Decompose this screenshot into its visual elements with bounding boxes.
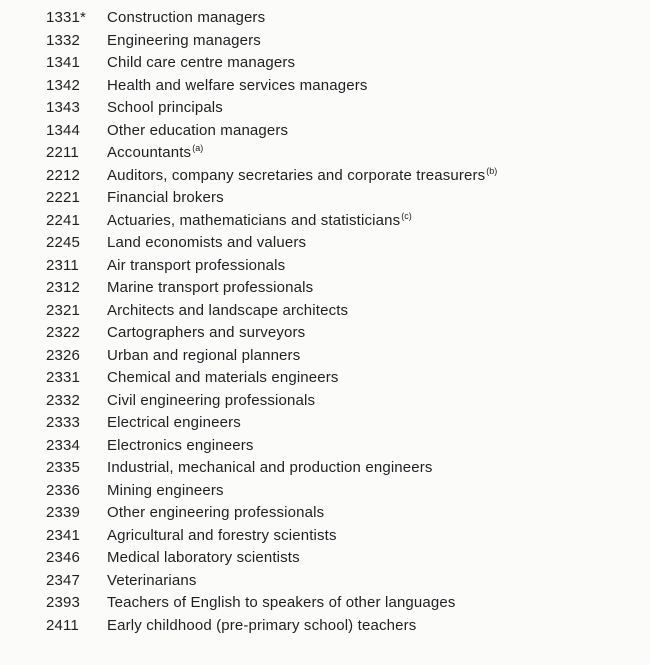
occupation-code: 2336 bbox=[46, 481, 80, 499]
occupation-row bbox=[0, 480, 650, 503]
occupation-row bbox=[0, 367, 650, 390]
occupation-code-list bbox=[0, 7, 650, 637]
occupation-title-text: Veterinarians bbox=[107, 571, 197, 589]
occupation-code: 2331 bbox=[46, 369, 80, 386]
occupation-title-text: Health and welfare services managers bbox=[107, 76, 368, 94]
occupation-title-text: Financial brokers bbox=[107, 189, 224, 206]
occupation-code: 1332 bbox=[46, 31, 80, 49]
footnote-marker: (c) bbox=[401, 210, 412, 221]
occupation-title bbox=[107, 435, 254, 458]
occupation-row bbox=[0, 615, 650, 638]
occupation-row bbox=[0, 97, 650, 120]
occupation-row bbox=[0, 165, 650, 188]
occupation-title bbox=[107, 345, 300, 368]
occupation-code: 1341 bbox=[46, 54, 80, 71]
occupation-row bbox=[0, 210, 650, 233]
occupation-title bbox=[107, 592, 456, 615]
occupation-title bbox=[107, 502, 324, 525]
occupation-row bbox=[0, 435, 650, 458]
occupation-row bbox=[0, 322, 650, 345]
occupation-title bbox=[107, 390, 315, 413]
occupation-title bbox=[107, 322, 305, 345]
occupation-code: 1343 bbox=[46, 99, 80, 116]
occupation-code: 2332 bbox=[46, 391, 80, 409]
occupation-title bbox=[107, 300, 348, 323]
occupation-code: 2321 bbox=[46, 301, 80, 319]
occupation-title-text: Air transport professionals bbox=[107, 256, 286, 274]
occupation-title-text: School principals bbox=[107, 99, 223, 116]
occupation-code: 2347 bbox=[46, 571, 80, 589]
occupation-code: 2335 bbox=[46, 459, 80, 476]
occupation-title bbox=[107, 30, 261, 53]
occupation-title-text: Cartographers and surveyors bbox=[107, 324, 306, 341]
occupation-title bbox=[107, 367, 339, 390]
occupation-row bbox=[0, 120, 650, 143]
occupation-row bbox=[0, 232, 650, 255]
occupation-code: 2245 bbox=[46, 234, 80, 251]
occupation-row bbox=[0, 525, 650, 548]
occupation-title bbox=[107, 277, 313, 300]
occupation-title-text: Urban and regional planners bbox=[107, 346, 301, 364]
occupation-code: 2326 bbox=[46, 346, 80, 364]
occupation-code: 2211 bbox=[46, 144, 79, 161]
occupation-row bbox=[0, 412, 650, 435]
occupation-code: 2339 bbox=[46, 504, 80, 521]
occupation-title bbox=[107, 120, 288, 143]
occupation-title-text: Early childhood (pre-primary school) teachers bbox=[107, 616, 417, 634]
occupation-title bbox=[107, 525, 337, 548]
occupation-row bbox=[0, 457, 650, 480]
occupation-row bbox=[0, 7, 650, 30]
occupation-row bbox=[0, 570, 650, 593]
occupation-row bbox=[0, 345, 650, 368]
occupation-title bbox=[107, 142, 203, 165]
occupation-code: 2241 bbox=[46, 211, 80, 229]
occupation-title-text: Child care centre managers bbox=[107, 54, 296, 71]
occupation-title bbox=[107, 480, 224, 503]
occupation-title-text: Architects and landscape architects bbox=[107, 301, 349, 319]
occupation-title bbox=[107, 7, 265, 30]
occupation-title-text: Auditors, company secretaries and corporate treasurers bbox=[107, 166, 486, 184]
occupation-code: 2346 bbox=[46, 549, 80, 566]
occupation-title-text: Construction managers bbox=[107, 9, 266, 26]
occupation-code: 2341 bbox=[46, 526, 80, 544]
footnote-marker: (a) bbox=[192, 143, 204, 153]
occupation-row bbox=[0, 30, 650, 53]
occupation-title bbox=[107, 187, 224, 210]
occupation-row bbox=[0, 547, 650, 570]
occupation-code: 2411 bbox=[46, 616, 79, 634]
occupation-title bbox=[107, 52, 295, 75]
occupation-row bbox=[0, 592, 650, 615]
occupation-row bbox=[0, 187, 650, 210]
occupation-title bbox=[107, 75, 368, 98]
occupation-title-text: Land economists and valuers bbox=[107, 234, 307, 251]
occupation-title-text: Engineering managers bbox=[107, 31, 261, 49]
occupation-title-text: Electrical engineers bbox=[107, 414, 241, 431]
occupation-code: 2312 bbox=[46, 279, 80, 296]
occupation-code: 2393 bbox=[46, 594, 80, 611]
occupation-row bbox=[0, 502, 650, 525]
occupation-title bbox=[107, 615, 416, 638]
occupation-title bbox=[107, 570, 197, 593]
occupation-title-text: Medical laboratory scientists bbox=[107, 549, 300, 566]
occupation-title-text: Chemical and materials engineers bbox=[107, 369, 339, 386]
occupation-code: 1331* bbox=[46, 9, 86, 26]
occupation-title-text: Other engineering professionals bbox=[107, 504, 325, 521]
occupation-title bbox=[107, 97, 223, 120]
occupation-title-text: Mining engineers bbox=[107, 481, 224, 499]
occupation-title bbox=[107, 165, 497, 188]
occupation-code: 2322 bbox=[46, 324, 80, 341]
occupation-title bbox=[107, 412, 241, 435]
occupation-row bbox=[0, 75, 650, 98]
occupation-row bbox=[0, 52, 650, 75]
occupation-code: 1342 bbox=[46, 76, 80, 94]
occupation-code: 2212 bbox=[46, 166, 80, 184]
occupation-code: 1344 bbox=[46, 121, 80, 139]
occupation-title-text: Teachers of English to speakers of other languages bbox=[107, 594, 456, 611]
occupation-title bbox=[107, 210, 412, 233]
occupation-row bbox=[0, 142, 650, 165]
occupation-title-text: Actuaries, mathematicians and statisticians bbox=[107, 211, 401, 229]
occupation-title bbox=[107, 547, 300, 570]
occupation-title-text: Electronics engineers bbox=[107, 436, 254, 454]
occupation-title-text: Other education managers bbox=[107, 121, 289, 139]
occupation-code: 2333 bbox=[46, 414, 80, 431]
occupation-row bbox=[0, 390, 650, 413]
occupation-row bbox=[0, 300, 650, 323]
footnote-marker: (b) bbox=[486, 165, 498, 176]
occupation-title bbox=[107, 457, 433, 480]
occupation-title-text: Accountants bbox=[107, 144, 192, 161]
occupation-title bbox=[107, 255, 285, 278]
occupation-title bbox=[107, 232, 306, 255]
occupation-row bbox=[0, 277, 650, 300]
occupation-title-text: Industrial, mechanical and production engineers bbox=[107, 459, 433, 476]
occupation-title-text: Marine transport professionals bbox=[107, 279, 314, 296]
occupation-title-text: Civil engineering professionals bbox=[107, 391, 316, 409]
occupation-title-text: Agricultural and forestry scientists bbox=[107, 526, 337, 544]
occupation-code: 2221 bbox=[46, 189, 80, 206]
occupation-code: 2311 bbox=[46, 256, 79, 274]
occupation-code: 2334 bbox=[46, 436, 80, 454]
occupation-row bbox=[0, 255, 650, 278]
